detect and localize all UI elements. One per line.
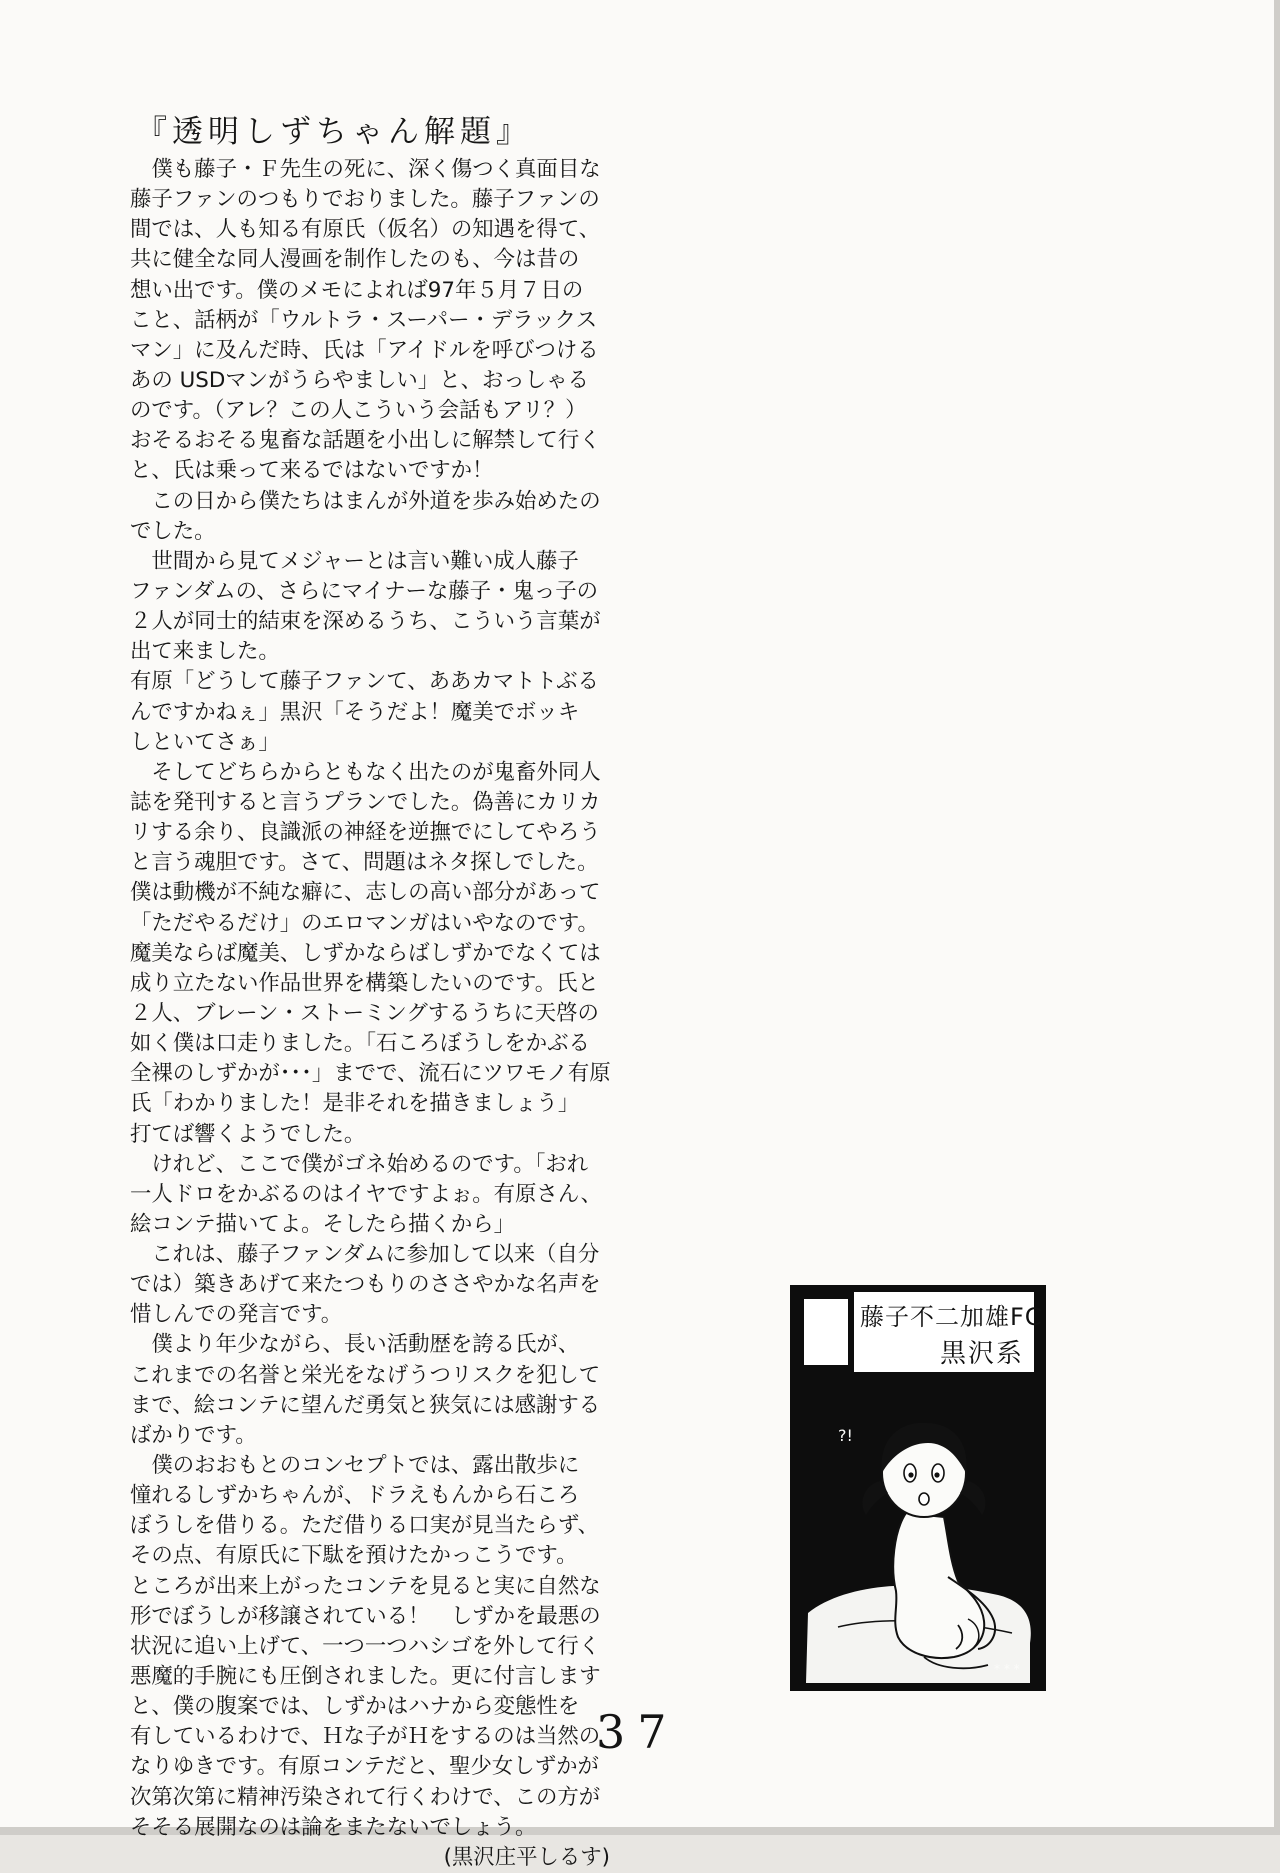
- body-line: 打てば響くようでした。: [130, 1121, 366, 1147]
- body-line: けれど、ここで僕がゴネ始めるのです。「おれ: [130, 1151, 589, 1177]
- body-line: では）築きあげて来たつもりのささやかな名声を: [130, 1272, 601, 1298]
- body-line: リする余り、良識派の神経を逆撫でにしてやろう: [130, 820, 601, 846]
- article-body: [130, 155, 660, 1873]
- body-line: あの USDマンがうらやましい」と、おっしゃる: [130, 367, 589, 393]
- body-line: おそるおそる鬼畜な話題を小出しに解禁して行く: [130, 428, 601, 454]
- body-line: まで、絵コンテに望んだ勇気と狭気には感謝する: [130, 1392, 601, 1418]
- body-line: でした。: [130, 518, 216, 544]
- body-line: しといてさぁ」: [130, 729, 280, 755]
- body-line: んですかねぇ」黒沢「そうだよ！魔美でボッキ: [130, 699, 580, 725]
- body-line: 如く僕は口走りました。「石ころぼうしをかぶる: [130, 1031, 590, 1057]
- body-line: 世間から見てメジャーとは言い難い成人藤子: [130, 548, 579, 574]
- ellipsis-dots: * * *: [994, 1662, 1020, 1676]
- body-line: 「ただやるだけ」のエロマンガはいやなのです。: [130, 910, 599, 936]
- body-line: 共に健全な同人漫画を制作したのも、今は昔の: [130, 247, 580, 273]
- author-signature: (黒沢庄平しるす): [443, 1844, 610, 1870]
- body-line: 全裸のしずかが･･･」までで、流石にツワモノ有原: [130, 1061, 611, 1087]
- body-line: 僕も藤子・Ｆ先生の死に、深く傷つく真面目な: [130, 157, 601, 182]
- body-line: 有原「どうして藤子ファンて、ああカマトトぶる: [130, 669, 599, 695]
- body-line: マン」に及んだ時、氏は「アイドルを呼びつける: [130, 337, 599, 363]
- article-title: 『透明しずちゃん解題』: [136, 114, 532, 150]
- body-line: ２人が同士的結束を深めるうち、こういう言葉が: [130, 609, 601, 635]
- body-line: ファンダムの、さらにマイナーな藤子・鬼っ子の: [130, 578, 599, 604]
- body-line: これは、藤子ファンダムに参加して以来（自分: [130, 1242, 600, 1268]
- body-line: と、僕の腹案では、しずかはハナから変態性を: [130, 1694, 580, 1720]
- page-number: 37: [596, 1705, 679, 1759]
- girl-illustration: [798, 1381, 1038, 1683]
- body-line: 僕のおおもとのコンセプトでは、露出散歩に: [130, 1453, 580, 1479]
- body-line: そそる展開なのは論をまたないでしょう。: [130, 1814, 537, 1840]
- body-line: そしてどちらからともなく出たのが鬼畜外同人: [130, 759, 601, 785]
- body-line: これまでの名誉と栄光をなげうつリスクを犯して: [130, 1362, 601, 1388]
- body-line: その点、有原氏に下駄を預けたかっこうです。: [130, 1543, 578, 1569]
- body-line: 僕より年少ながら、長い活動歴を誇る氏が、: [130, 1332, 580, 1358]
- body-line: ばかりです。: [130, 1422, 257, 1448]
- body-line: こと、話柄が「ウルトラ・スーパー・デラックス: [130, 307, 598, 333]
- body-line: ところが出来上がったコンテを見ると実に自然な: [130, 1573, 601, 1599]
- body-line: 形でぼうしが移譲されている！ しずかを最悪の: [130, 1603, 601, 1629]
- body-line: 有しているわけで、Ｈな子がＨをするのは当然の: [130, 1724, 601, 1750]
- body-line: のです。（アレ？この人こういう会話もアリ？）: [130, 398, 587, 424]
- body-line: 出て来ました。: [130, 639, 280, 665]
- body-line: 絵コンテ描いてよ。そしたら描くから」: [130, 1211, 516, 1237]
- body-line: この日から僕たちはまんが外道を歩み始めたの: [130, 488, 601, 514]
- body-line: なりゆきです。有原コンテだと、聖少女しずかが: [130, 1754, 599, 1780]
- body-line: 一人ドロをかぶるのはイヤですよぉ。有原さん、: [130, 1181, 602, 1207]
- body-line: 間では、人も知る有原氏（仮名）の知遇を得て、: [130, 217, 601, 243]
- artist-name: 黒沢系: [940, 1339, 1025, 1369]
- exclaim-mark: ?!: [838, 1426, 853, 1445]
- body-line: 悪魔的手腕にも圧倒されました。更に付言します: [130, 1664, 601, 1690]
- body-line: 想い出です。僕のメモによれば97年５月７日の: [130, 277, 584, 303]
- body-line: 氏「わかりました！是非それを描きましょう」: [130, 1091, 580, 1117]
- blank-box: [804, 1299, 848, 1365]
- illustration-panel: [790, 1285, 1046, 1691]
- body-line: 惜しんでの発言です。: [130, 1302, 343, 1328]
- body-line: と、氏は乗って来るではないですか！: [130, 458, 494, 484]
- body-line: 誌を発刊すると言うプランでした。偽善にカリカ: [130, 789, 601, 815]
- body-line: 次第次第に精神汚染されて行くわけで、この方が: [130, 1784, 601, 1810]
- body-line: 成り立たない作品世界を構築したいのです。氏と: [130, 970, 599, 996]
- body-line: と言う魂胆です。さて、問題はネタ探しでした。: [130, 850, 599, 876]
- body-line: 藤子ファンのつもりでおりました。藤子ファンの: [130, 187, 600, 213]
- body-line: 魔美ならば魔美、しずかならばしずかでなくては: [130, 940, 601, 966]
- body-line: 状況に追い上げて、一つ一つハシゴを外して行く: [130, 1633, 601, 1659]
- body-line: 僕は動機が不純な癖に、志しの高い部分があって: [130, 880, 601, 906]
- body-line: ２人、ブレーン・ストーミングするうちに天啓の: [130, 1000, 599, 1026]
- body-line: 憧れるしずかちゃんが、ドラえもんから石ころ: [130, 1483, 580, 1509]
- fan-club-name: 藤子不二加雄FC: [860, 1303, 1043, 1331]
- body-line: ぼうしを借りる。ただ借りる口実が見当たらず、: [130, 1513, 599, 1539]
